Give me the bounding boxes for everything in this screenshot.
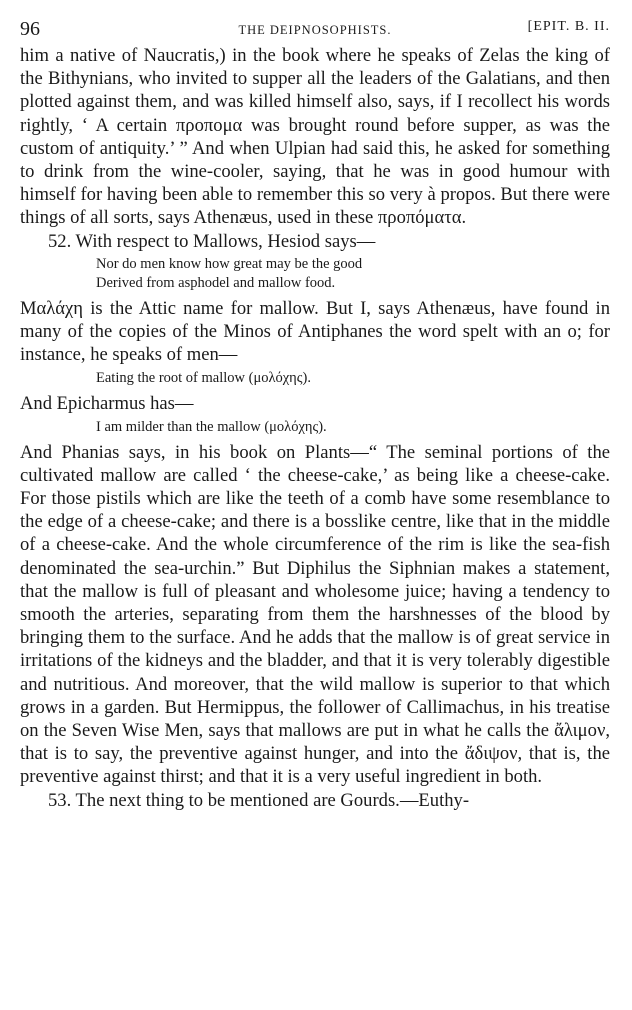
paragraph: And Epicharmus has— bbox=[20, 393, 194, 415]
page-body bbox=[20, 44, 610, 812]
paragraph-section-52: 52. With respect to Mallows, Hesiod says— bbox=[48, 230, 376, 252]
running-header bbox=[20, 14, 610, 44]
paragraph-section-53: 53. The next thing to be mentioned are Gourds.—Euthy- bbox=[48, 789, 470, 811]
verse-line: I am milder than the mallow (μολόχης). bbox=[96, 418, 327, 435]
verse-quote-hesiod bbox=[96, 255, 610, 293]
verse-line: Nor do men know how great may be the good bbox=[96, 255, 363, 272]
page-number: 96 bbox=[20, 18, 40, 40]
verse-line: Eating the root of mallow (μολόχης). bbox=[96, 370, 311, 387]
verse-quote-epicharmus bbox=[96, 418, 610, 437]
running-title: THE DEIPNOSOPHISTS. bbox=[238, 23, 392, 37]
paragraph: Μαλάχη is the Attic name for mallow. But I, says Athenæus, have found in many of the copies of the Minos of Antiphanes the word spelt with an ο; for instance, he speaks of men— bbox=[20, 297, 610, 366]
verse-quote-antiphanes bbox=[96, 369, 610, 388]
paragraph: And Phanias says, in his book on Plants—“ The seminal portions of the cultivated mallow are called ‘ the cheese-cake,’ as being like a cheese-cake. For those pistils which are like the teeth of a comb have some resemblance to the edge of a cheese-cake; and there is a bosslike centre, like that in the middle of a cheese-cake. And the whole circumference of the rim is like the sea-fish denominated the sea-urchin.” But Diphilus the Siphnian makes a statement, that the mallow is full of pleasant and wholesome juice; having a tendency to smooth the arteries, separating from them the harshnesses of the blood by bringing them to the surface. And he adds that the mallow is of great service in irritations of the kidneys and the bladder, and that it is very tolerably digestible and nutritious. And moreover, that the wild mallow is superior to that which grows in a garden. But Hermippus, the follower of Callimachus, in his treatise on the Seven Wise Men, says that mallows are put in what he calls the ἄλιμον, that is to say, the preventive against hunger, and into the ἄδιψον, that is, the preventive against thirst; and that it is a very useful ingredient in both. bbox=[20, 441, 610, 788]
verse-line: Derived from asphodel and mallow food. bbox=[96, 274, 336, 291]
section-reference: [EPIT. B. II. bbox=[527, 19, 610, 34]
paragraph: him a native of Naucratis,) in the book where he speaks of Zelas the king of the Bithynians, who invited to supper all the leaders of the Galatians, and then plotted against them, and was killed himself also, says, if I recollect his words rightly, ‘ A certain προπομα was brought round before supper, as was the custom of antiquity.’ ” And when Ulpian had said this, he asked for something to drink from the wine-cooler, saying, that he was in good humour with himself for having been able to remember this so very à propos. But there were things of all sorts, says Athenæus, used in these προπόματα. bbox=[20, 45, 610, 229]
